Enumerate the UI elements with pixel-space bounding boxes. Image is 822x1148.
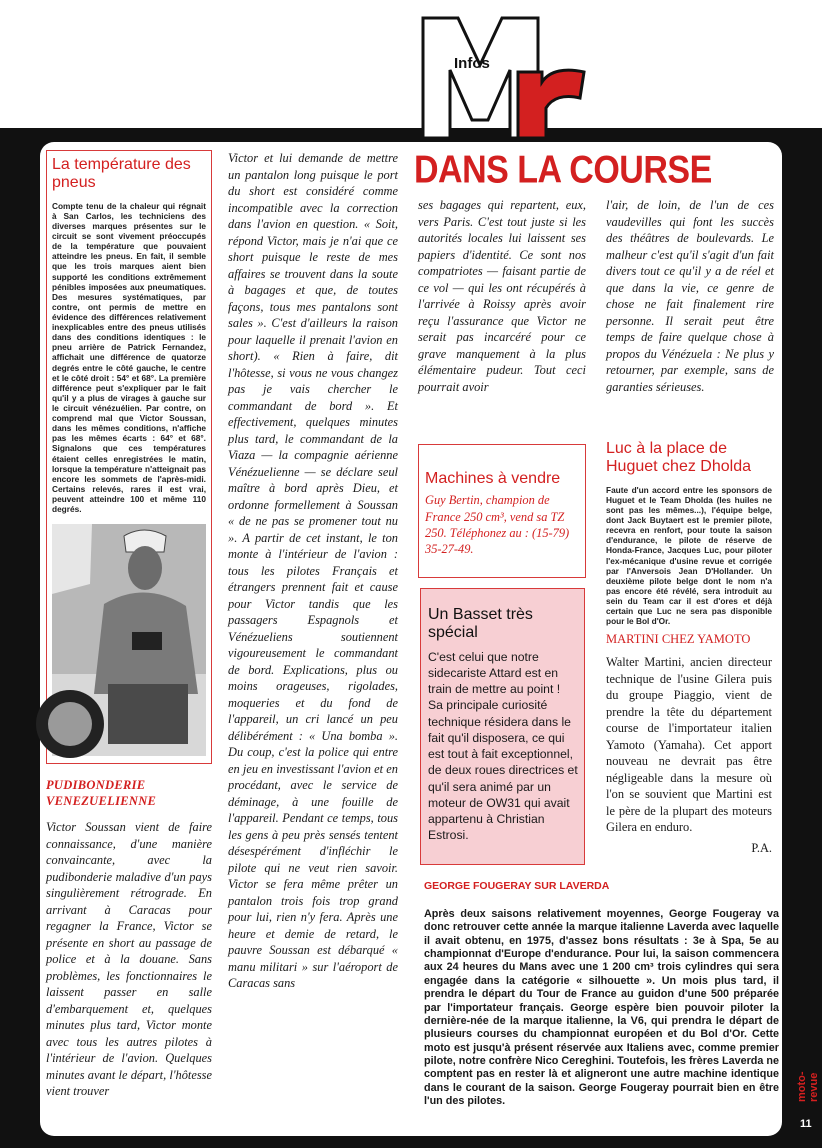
machines-heading: Machines à vendre: [425, 470, 561, 487]
basset-article: [428, 606, 578, 860]
luc-article: [606, 440, 772, 627]
logo-label: Infos: [454, 55, 490, 72]
pudibonderie-article: [46, 778, 212, 1123]
middle-column: [228, 150, 398, 1115]
machines-article: [425, 470, 579, 572]
pudibonderie-heading: PUDIBONDERIE VENEZUELIENNE: [46, 778, 157, 808]
temperature-article: [52, 156, 206, 528]
luc-heading: Luc à la place de Huguet chez Dholda: [606, 440, 751, 476]
martini-body: Walter Martini, ancien directeur technique de l'usine Gilera puis du groupe Piaggio, vient de prendre la tête du département course de l'importateur italien Yamoto (Yamaha). Cet apport nouveau ne devrait pas être négligeable dans la mesure où l'on se souvient que Martini est le père de la plupart des moteurs Gilera en enduro.: [606, 655, 772, 835]
luc-body: Faute d'un accord entre les sponsors de Huguet et le Team Dholda (les huiles ne sont pas les mêmes...), l'équipe belge, dont Jack Buytaert est le premier pilote, recevra en renfort, pour toute la saison d'endurance, le pilote de réserve de Honda-France, Jacques Luc, pour piloter l'ex-mécanique d'usine revue et corrigée par l'Anversois Jean D'Hollander. Un deuxième pilote belge dont le nom n'a pas encore été révélé, sera introduit au sein du Team car il est d'ores et déjà certain que Luc ne sera pas disponible pour le Bol d'Or.: [606, 484, 772, 627]
magazine-name: moto-revue: [796, 1071, 820, 1102]
page-number: 11: [800, 1118, 812, 1130]
martini-signature: P.A.: [751, 840, 772, 855]
photo-mechanic: [52, 524, 206, 756]
machines-body: Guy Bertin, champion de France 250 cm³, vend sa TZ 250. Téléphonez au : (15-79) 35-27-49.: [425, 493, 570, 556]
pudibonderie-body: Victor Soussan vient de faire connaissance, d'une manière convaincante, avec la pudibonderie maladive d'un pays singulièrement rétrograde. En arrivant à Caracas pour regagner la France, Victor se présente en short au passage de police et à la douane. Sans problèmes, les fonctionnaires le laissent passer en salle d'embarquement et, quelques minutes plus tard, Victor monte avec tous les autres pilotes à l'intérieur de l'avion. Quelques minutes avant le départ, l'hôtesse vient trouver: [46, 820, 212, 1099]
col4-body: l'air, de loin, de l'un de ces vaudevilles qui font les succès des théâtres de boulevards. Le malheur c'est qu'il s'agit d'un fait divers tout ce qu'il y a de réel et que dans la vie, ce genre de chose ne fait finalement rire personne. Il serait peut être temps de faire quelque chose à propos du Vénézuela : Ne plus y retourner, par exemple, sans de garanties sérieuses.: [606, 198, 774, 394]
martini-heading: MARTINI CHEZ YAMOTO: [606, 632, 751, 646]
temperature-heading: La température des pneus: [52, 156, 191, 192]
temperature-body: Compte tenu de la chaleur qui régnait à San Carlos, les techniciens des diverses marques présentes sur le circuit se sont vivement préoccupés de la température que pouvaient atteindre les pneus. En fait, il semble que les trois marques aient bien supporté les conditions extrêmement pénibles imposées aux pneumatiques. Des mesures systématiques, par contre, ont permis de mettre en évidence des différences relativement inexplicables entre des pneus utilisés dans des conditions identiques : le pneu arrière de Patrick Fernandez, affichait une différence de quatorze degrés entre le côté gauche, le centre et le côté droit : 54° et 68°. La première différence peut s'expliquer par le fait qu'il y a plus de virages à gauche sur le circuit vénézuélien. Par contre, on comprend mal que Victor Soussan, dans les mêmes conditions, n'affiche pas les mêmes écarts : 64° et 68°. Signalons que ces températures étaient celles enregistrées le matin, lorsque la température n'atteignait pas encore les sommets de l'après-midi. Certains relevés, rares il est vrai, peuvent atteindre 100 et même 110 degrés.: [52, 200, 206, 515]
martini-article: [606, 632, 772, 864]
col3-body: ses bagages qui repartent, eux, vers Paris. C'est tout juste si les autorités locales lui laissent ses papiers d'identité. Ce sont nos compatriotes — faisant partie de ce vol — qui les ont récupérés à l'arrivée à Roissy après avoir reçu l'assurance que Victor ne serait pas incarcéré pour ce grave manquement à la plus élémentaire pudeur. Tout ceci pourrait avoir: [418, 198, 586, 394]
middle-body: Victor et lui demande de mettre un pantalon long puisque le port du short est considéré comme incompatible avec la correction dans l'avion en question. « Soit, répond Victor, mais je n'ai que ce short puisque le reste de mes affaires se trouvent dans la soute à bagages et que, de toutes façons, tous mes pantalons sont sales ». C'est d'ailleurs la raison pour laquelle il prenait l'avion en short). « Rien à faire, dit l'hôtesse, si vous ne vous changez pas je vais chercher le commandant de bord ». Et effectivement, quelques minutes plus tard, le commandant de la Viaza — la compagnie aérienne Vénézuelienne — se déclare seul maître à bord après Dieu, et ordonne formellement à Soussan « de ne pas se promener tout nu ». A partir de cet instant, le ton monte à l'intérieur de l'avion : tous les pilotes Français et étrangers prennent fait et cause pour Victor tandis que les passagers Espagnols et Vénézueliens soutiennent vigoureusement le commandant de bord. Explications, plus ou moins orageuses, rigolades, moqueries et du fond de l'appareil, un cri lancé un peu délibérément : « Una bomba ». Du coup, c'est la police qui entre en jeu en investissant l'avion et en procédant, avec le service de déminage, à une fouille de l'appareil. Pendant ce temps, tous les gens à peu près sensés tentent désespérément d'infléchir le pilote qui ne veut rien savoir. Victor se fera même prêter un pantalon trois fois trop grand pour lui, rien n'y fera. Après une heure et demie de retard, le pauvre Soussan est débarqué « manu militari » sur l'aéroport de Caracas sans: [228, 151, 398, 990]
basset-body: C'est celui que notre sidecariste Attard est en train de mettre au point ! Sa principale curiosité technique résidera dans le fait qu'il disposera, ce qui est tout à fait exceptionnel, de deux roues directrices et qu'il sera animé par un moteur de OW31 qui avait appartenu à Christian Estrosi.: [428, 649, 578, 843]
fougeray-body: Après deux saisons relativement moyennes, George Fougeray va donc retrouver cette année la marque italienne Laverda avec laquelle il avait obtenu, en 1975, d'assez bons résultats : 3e à Spa, 5e au championnat d'Europe d'endurance. Pour lui, la saison commencera aux 24 heures du Mans avec une 1 200 cm³ trois cylindres qui sera engagée dans la catégorie « silhouette ». Un mois plus tard, il prendra le départ du Tour de France au guidon d'une 500 préparée par l'importateur français. George espère bien pouvoir piloter la dernière-née de la marque italienne, la V6, qui prendra le départ de plusieurs courses du championnat européen et du Bol d'Or. Cette moto est jusqu'à présent réservée aux Italiens avec, comme premier pilote, notre confrère Nico Cereghini. Toutefois, les frères Laverda ne comptent pas en rester là et aligneront une autre machine identique dans le courant de la saison. George Fougeray pourrait bien en être l'un des pilotes.: [424, 907, 779, 1108]
fougeray-heading: GEORGE FOUGERAY SUR LAVERDA: [424, 880, 610, 892]
page-title: DANS LA COURSE: [414, 148, 712, 192]
mr-logo: [418, 10, 588, 140]
continued-column-4: [606, 197, 774, 451]
continued-column-3: [418, 197, 586, 433]
fougeray-article: [424, 880, 779, 1125]
basset-heading: Un Basset très spécial: [428, 606, 533, 642]
